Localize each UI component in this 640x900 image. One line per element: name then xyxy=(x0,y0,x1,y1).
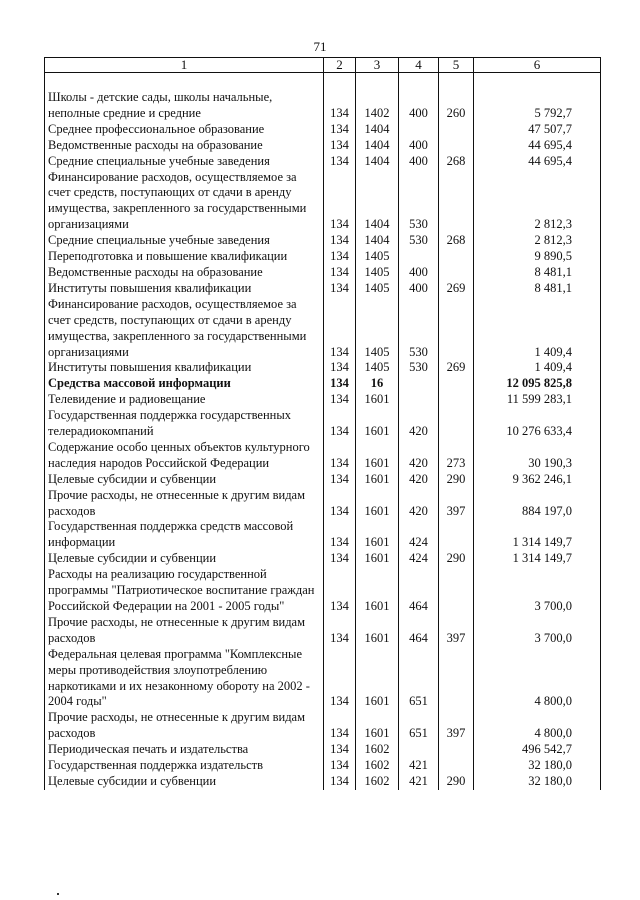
cell-col3: 1405 xyxy=(356,249,399,265)
cell-name: Целевые субсидии и субвенции xyxy=(45,472,324,488)
table-row xyxy=(45,360,601,376)
budget-table-wrapper xyxy=(44,57,600,790)
cell-col4: 530 xyxy=(399,297,439,361)
cell-amount: 1 314 149,7 xyxy=(474,551,601,567)
cell-name: Институты повышения квалификации xyxy=(45,281,324,297)
cell-col3: 1404 xyxy=(356,154,399,170)
table-header xyxy=(45,58,601,73)
cell-col5: 268 xyxy=(439,233,474,249)
cell-col5 xyxy=(439,758,474,774)
column-header-5: 5 xyxy=(439,58,474,73)
cell-col5: 269 xyxy=(439,360,474,376)
table-row xyxy=(45,647,601,711)
cell-col4 xyxy=(399,742,439,758)
cell-col3: 1405 xyxy=(356,281,399,297)
cell-col4 xyxy=(399,249,439,265)
cell-col3: 1405 xyxy=(356,265,399,281)
cell-amount: 1 409,4 xyxy=(474,360,601,376)
cell-amount: 4 800,0 xyxy=(474,710,601,742)
cell-name: Телевидение и радиовещание xyxy=(45,392,324,408)
cell-col2: 134 xyxy=(324,440,356,472)
cell-name: Среднее профессиональное образование xyxy=(45,122,324,138)
table-row xyxy=(45,408,601,440)
cell-col3: 1601 xyxy=(356,551,399,567)
cell-col3: 1601 xyxy=(356,710,399,742)
cell-col4: 400 xyxy=(399,90,439,122)
cell-col2: 134 xyxy=(324,281,356,297)
cell-amount: 9 890,5 xyxy=(474,249,601,265)
cell-col4 xyxy=(399,376,439,392)
cell-col4: 420 xyxy=(399,472,439,488)
table-row xyxy=(45,281,601,297)
cell-col2: 134 xyxy=(324,472,356,488)
cell-col3: 1405 xyxy=(356,297,399,361)
page-number: 71 xyxy=(313,39,327,54)
cell-amount: 9 362 246,1 xyxy=(474,472,601,488)
column-header-1: 1 xyxy=(45,58,324,73)
cell-col5 xyxy=(439,138,474,154)
cell-col3: 1404 xyxy=(356,122,399,138)
cell-amount: 47 507,7 xyxy=(474,122,601,138)
cell-amount xyxy=(474,73,601,91)
cell-name: Средние специальные учебные заведения xyxy=(45,233,324,249)
table-row xyxy=(45,519,601,551)
table-row xyxy=(45,392,601,408)
cell-name: Институты повышения квалификации xyxy=(45,360,324,376)
cell-amount: 12 095 825,8 xyxy=(474,376,601,392)
cell-col2 xyxy=(324,73,356,91)
table-spacer-row xyxy=(45,73,601,91)
table-body xyxy=(45,73,601,790)
cell-name: Средства массовой информации xyxy=(45,376,324,392)
column-header-2: 2 xyxy=(324,58,356,73)
cell-col3 xyxy=(356,73,399,91)
cell-amount: 3 700,0 xyxy=(474,567,601,615)
cell-name: Прочие расходы, не отнесенные к другим видам расходов xyxy=(45,488,324,520)
table-row xyxy=(45,249,601,265)
cell-col2: 134 xyxy=(324,170,356,234)
table-row xyxy=(45,488,601,520)
scan-speck xyxy=(57,893,59,895)
cell-amount: 1 314 149,7 xyxy=(474,519,601,551)
cell-amount: 8 481,1 xyxy=(474,265,601,281)
cell-col5 xyxy=(439,170,474,234)
cell-col4: 421 xyxy=(399,758,439,774)
cell-amount: 5 792,7 xyxy=(474,90,601,122)
cell-col3: 1601 xyxy=(356,615,399,647)
cell-col2: 134 xyxy=(324,615,356,647)
cell-col5 xyxy=(439,647,474,711)
cell-col4: 420 xyxy=(399,488,439,520)
cell-col2: 134 xyxy=(324,710,356,742)
cell-amount: 44 695,4 xyxy=(474,154,601,170)
cell-col5: 397 xyxy=(439,615,474,647)
cell-col3: 1404 xyxy=(356,233,399,249)
cell-col4: 400 xyxy=(399,265,439,281)
cell-col5: 290 xyxy=(439,472,474,488)
cell-col5 xyxy=(439,392,474,408)
cell-col2: 134 xyxy=(324,297,356,361)
cell-name: Содержание особо ценных объектов культурного наследия народов Российской Федерации xyxy=(45,440,324,472)
table-row xyxy=(45,233,601,249)
cell-col5 xyxy=(439,519,474,551)
cell-name: Средние специальные учебные заведения xyxy=(45,154,324,170)
cell-col2: 134 xyxy=(324,519,356,551)
table-row xyxy=(45,472,601,488)
cell-amount: 2 812,3 xyxy=(474,233,601,249)
cell-col5: 269 xyxy=(439,281,474,297)
cell-name: Прочие расходы, не отнесенные к другим видам расходов xyxy=(45,710,324,742)
cell-col4: 530 xyxy=(399,360,439,376)
table-row xyxy=(45,122,601,138)
column-header-4: 4 xyxy=(399,58,439,73)
cell-col4: 420 xyxy=(399,440,439,472)
cell-col4: 400 xyxy=(399,281,439,297)
cell-col3: 1602 xyxy=(356,774,399,790)
cell-col3: 16 xyxy=(356,376,399,392)
cell-col2: 134 xyxy=(324,758,356,774)
cell-col2: 134 xyxy=(324,551,356,567)
cell-name: Прочие расходы, не отнесенные к другим видам расходов xyxy=(45,615,324,647)
cell-col2: 134 xyxy=(324,138,356,154)
column-header-6: 6 xyxy=(474,58,601,73)
table-row xyxy=(45,170,601,234)
table-row xyxy=(45,265,601,281)
cell-col3: 1601 xyxy=(356,567,399,615)
cell-col5 xyxy=(439,376,474,392)
cell-col4: 420 xyxy=(399,408,439,440)
cell-col2: 134 xyxy=(324,90,356,122)
cell-col3: 1404 xyxy=(356,138,399,154)
cell-col5 xyxy=(439,265,474,281)
cell-col3: 1602 xyxy=(356,742,399,758)
cell-col2: 134 xyxy=(324,567,356,615)
cell-col4: 464 xyxy=(399,567,439,615)
cell-name: Целевые субсидии и субвенции xyxy=(45,551,324,567)
cell-name: Государственная поддержка издательств xyxy=(45,758,324,774)
cell-amount: 8 481,1 xyxy=(474,281,601,297)
cell-col2: 134 xyxy=(324,122,356,138)
cell-col5: 397 xyxy=(439,488,474,520)
cell-name: Государственная поддержка государственных телерадиокомпаний xyxy=(45,408,324,440)
cell-col3: 1405 xyxy=(356,360,399,376)
cell-col5 xyxy=(439,408,474,440)
cell-col4: 651 xyxy=(399,647,439,711)
cell-amount: 30 190,3 xyxy=(474,440,601,472)
table-row xyxy=(45,138,601,154)
cell-col5: 290 xyxy=(439,774,474,790)
cell-col4: 400 xyxy=(399,138,439,154)
cell-name: Федеральная целевая программа "Комплексные меры противодействия злоупотреблению наркотиками и их незаконному обороту на 2002 - 2004 годы" xyxy=(45,647,324,711)
table-row xyxy=(45,742,601,758)
cell-col2: 134 xyxy=(324,774,356,790)
cell-col3: 1601 xyxy=(356,440,399,472)
cell-amount: 32 180,0 xyxy=(474,758,601,774)
cell-col4: 424 xyxy=(399,519,439,551)
cell-col2: 134 xyxy=(324,376,356,392)
cell-col2: 134 xyxy=(324,249,356,265)
cell-col5: 273 xyxy=(439,440,474,472)
cell-col3: 1601 xyxy=(356,519,399,551)
table-row xyxy=(45,440,601,472)
cell-col4: 424 xyxy=(399,551,439,567)
cell-amount: 3 700,0 xyxy=(474,615,601,647)
cell-col4 xyxy=(399,392,439,408)
cell-col5: 260 xyxy=(439,90,474,122)
cell-col5 xyxy=(439,297,474,361)
cell-name: Финансирование расходов, осуществляемое за счет средств, поступающих от сдачи в аренду имущества, закрепленного за государственными организациями xyxy=(45,297,324,361)
cell-name: Школы - детские сады, школы начальные, неполные средние и средние xyxy=(45,90,324,122)
cell-col3: 1601 xyxy=(356,408,399,440)
cell-amount: 496 542,7 xyxy=(474,742,601,758)
cell-col3: 1602 xyxy=(356,758,399,774)
cell-amount: 884 197,0 xyxy=(474,488,601,520)
cell-col4: 530 xyxy=(399,170,439,234)
cell-col4: 421 xyxy=(399,774,439,790)
cell-amount: 4 800,0 xyxy=(474,647,601,711)
cell-col2: 134 xyxy=(324,488,356,520)
cell-col4: 651 xyxy=(399,710,439,742)
cell-col3: 1402 xyxy=(356,90,399,122)
table-row xyxy=(45,774,601,790)
cell-col4 xyxy=(399,73,439,91)
header-row xyxy=(45,58,601,73)
cell-col2: 134 xyxy=(324,392,356,408)
budget-table xyxy=(44,57,601,790)
cell-amount: 2 812,3 xyxy=(474,170,601,234)
cell-col2: 134 xyxy=(324,360,356,376)
cell-col5 xyxy=(439,567,474,615)
cell-col2: 134 xyxy=(324,408,356,440)
cell-col5 xyxy=(439,122,474,138)
cell-col2: 134 xyxy=(324,233,356,249)
cell-name: Расходы на реализацию государственной программы "Патриотическое воспитание граждан Российской Федерации на 2001 - 2005 годы" xyxy=(45,567,324,615)
table-row xyxy=(45,710,601,742)
table-row xyxy=(45,758,601,774)
cell-amount: 11 599 283,1 xyxy=(474,392,601,408)
cell-name: Ведомственные расходы на образование xyxy=(45,138,324,154)
column-header-3: 3 xyxy=(356,58,399,73)
cell-col2: 134 xyxy=(324,154,356,170)
table-row xyxy=(45,615,601,647)
cell-amount: 44 695,4 xyxy=(474,138,601,154)
cell-name xyxy=(45,73,324,91)
cell-amount: 1 409,4 xyxy=(474,297,601,361)
cell-col5 xyxy=(439,742,474,758)
cell-col5 xyxy=(439,73,474,91)
cell-col3: 1601 xyxy=(356,488,399,520)
table-row xyxy=(45,154,601,170)
cell-col3: 1601 xyxy=(356,392,399,408)
cell-name: Переподготовка и повышение квалификации xyxy=(45,249,324,265)
cell-name: Государственная поддержка средств массовой информации xyxy=(45,519,324,551)
table-row xyxy=(45,567,601,615)
cell-col2: 134 xyxy=(324,265,356,281)
cell-col4: 400 xyxy=(399,154,439,170)
cell-col4: 530 xyxy=(399,233,439,249)
cell-name: Периодическая печать и издательства xyxy=(45,742,324,758)
cell-col2: 134 xyxy=(324,742,356,758)
cell-amount: 32 180,0 xyxy=(474,774,601,790)
cell-name: Целевые субсидии и субвенции xyxy=(45,774,324,790)
cell-col2: 134 xyxy=(324,647,356,711)
cell-col5: 290 xyxy=(439,551,474,567)
cell-col5: 268 xyxy=(439,154,474,170)
cell-col5: 397 xyxy=(439,710,474,742)
cell-col4 xyxy=(399,122,439,138)
table-row xyxy=(45,551,601,567)
cell-col4: 464 xyxy=(399,615,439,647)
cell-col3: 1601 xyxy=(356,472,399,488)
table-row xyxy=(45,297,601,361)
cell-name: Ведомственные расходы на образование xyxy=(45,265,324,281)
cell-col3: 1601 xyxy=(356,647,399,711)
cell-col5 xyxy=(439,249,474,265)
cell-amount: 10 276 633,4 xyxy=(474,408,601,440)
table-row xyxy=(45,376,601,392)
table-row xyxy=(45,90,601,122)
cell-col3: 1404 xyxy=(356,170,399,234)
cell-name: Финансирование расходов, осуществляемое за счет средств, поступающих от сдачи в аренду имущества, закрепленного за государственными организациями xyxy=(45,170,324,234)
